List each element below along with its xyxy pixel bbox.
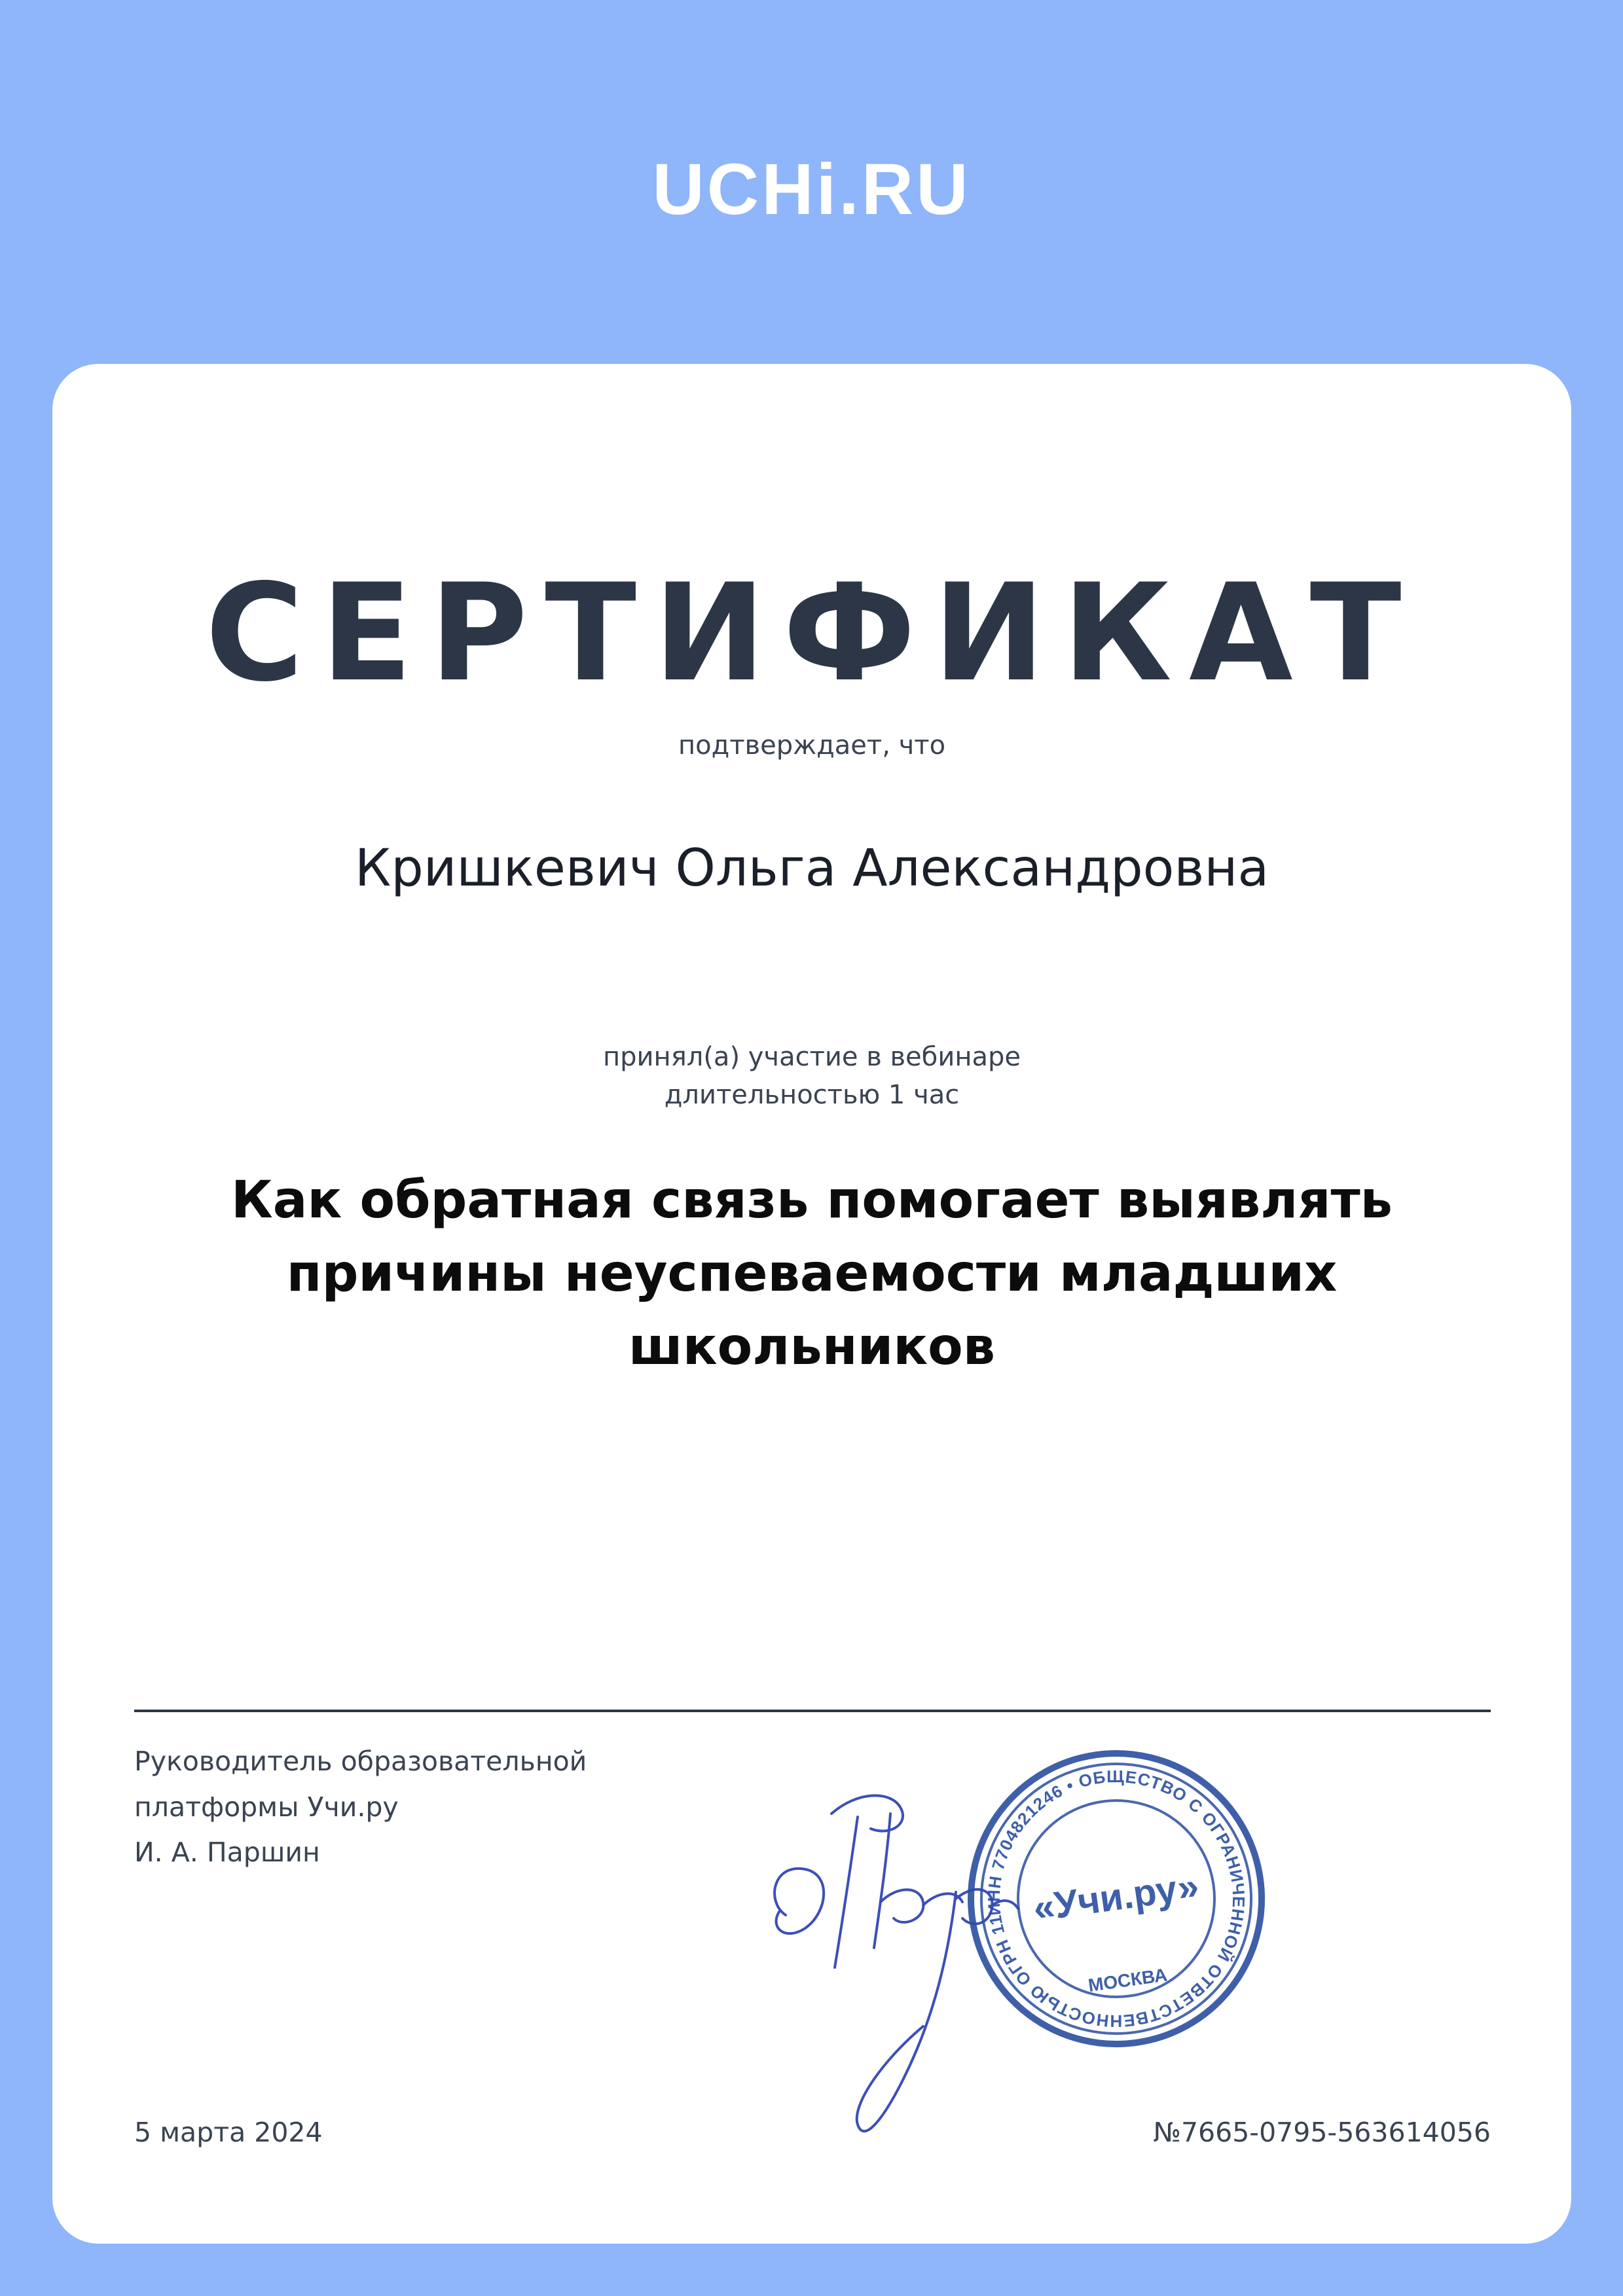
stamp-bottom-text: МОСКВА xyxy=(1087,1964,1169,1996)
certificate-card xyxy=(52,364,1571,2244)
certificate-number: №7665-0795-563614056 xyxy=(1153,2117,1491,2148)
certificate-title: СЕРТИФИКАТ xyxy=(205,556,1419,711)
signer-role xyxy=(134,1738,632,1830)
participation-text xyxy=(52,1038,1571,1114)
stamp-ring-text: ИНН 7704821246 • ОБЩЕСТВО С ОГРАНИЧЕННОЙ ОТВЕТСТВЕННОСТЬЮ ОГРН 1127747153240 xyxy=(983,1766,1249,2032)
signer-name: И. А. Паршин xyxy=(134,1837,320,1868)
signer-role-line-1: Руководитель образовательной xyxy=(134,1746,587,1777)
signature-divider xyxy=(134,1710,1491,1712)
recipient-name: Кришкевич Ольга Александровна xyxy=(354,839,1269,898)
participation-line-2: длительностью 1 час xyxy=(664,1080,960,1110)
participation-line-1: принял(а) участие в вебинаре xyxy=(603,1042,1021,1072)
signer-role-line-2: платформы Учи.ру xyxy=(134,1791,399,1823)
stamp-center-text: «Учи.ру» xyxy=(1030,1864,1202,1930)
webinar-title: Как обратная связь помогает выявлять причины неуспеваемости младших школьников xyxy=(230,1171,1393,1376)
logo-text: UCHi.RU xyxy=(652,149,971,230)
brand-logo xyxy=(0,141,1623,239)
stamp-seal xyxy=(962,1745,1270,2053)
issue-date: 5 марта 2024 xyxy=(134,2117,323,2148)
confirms-text: подтверждает, что xyxy=(678,730,946,761)
